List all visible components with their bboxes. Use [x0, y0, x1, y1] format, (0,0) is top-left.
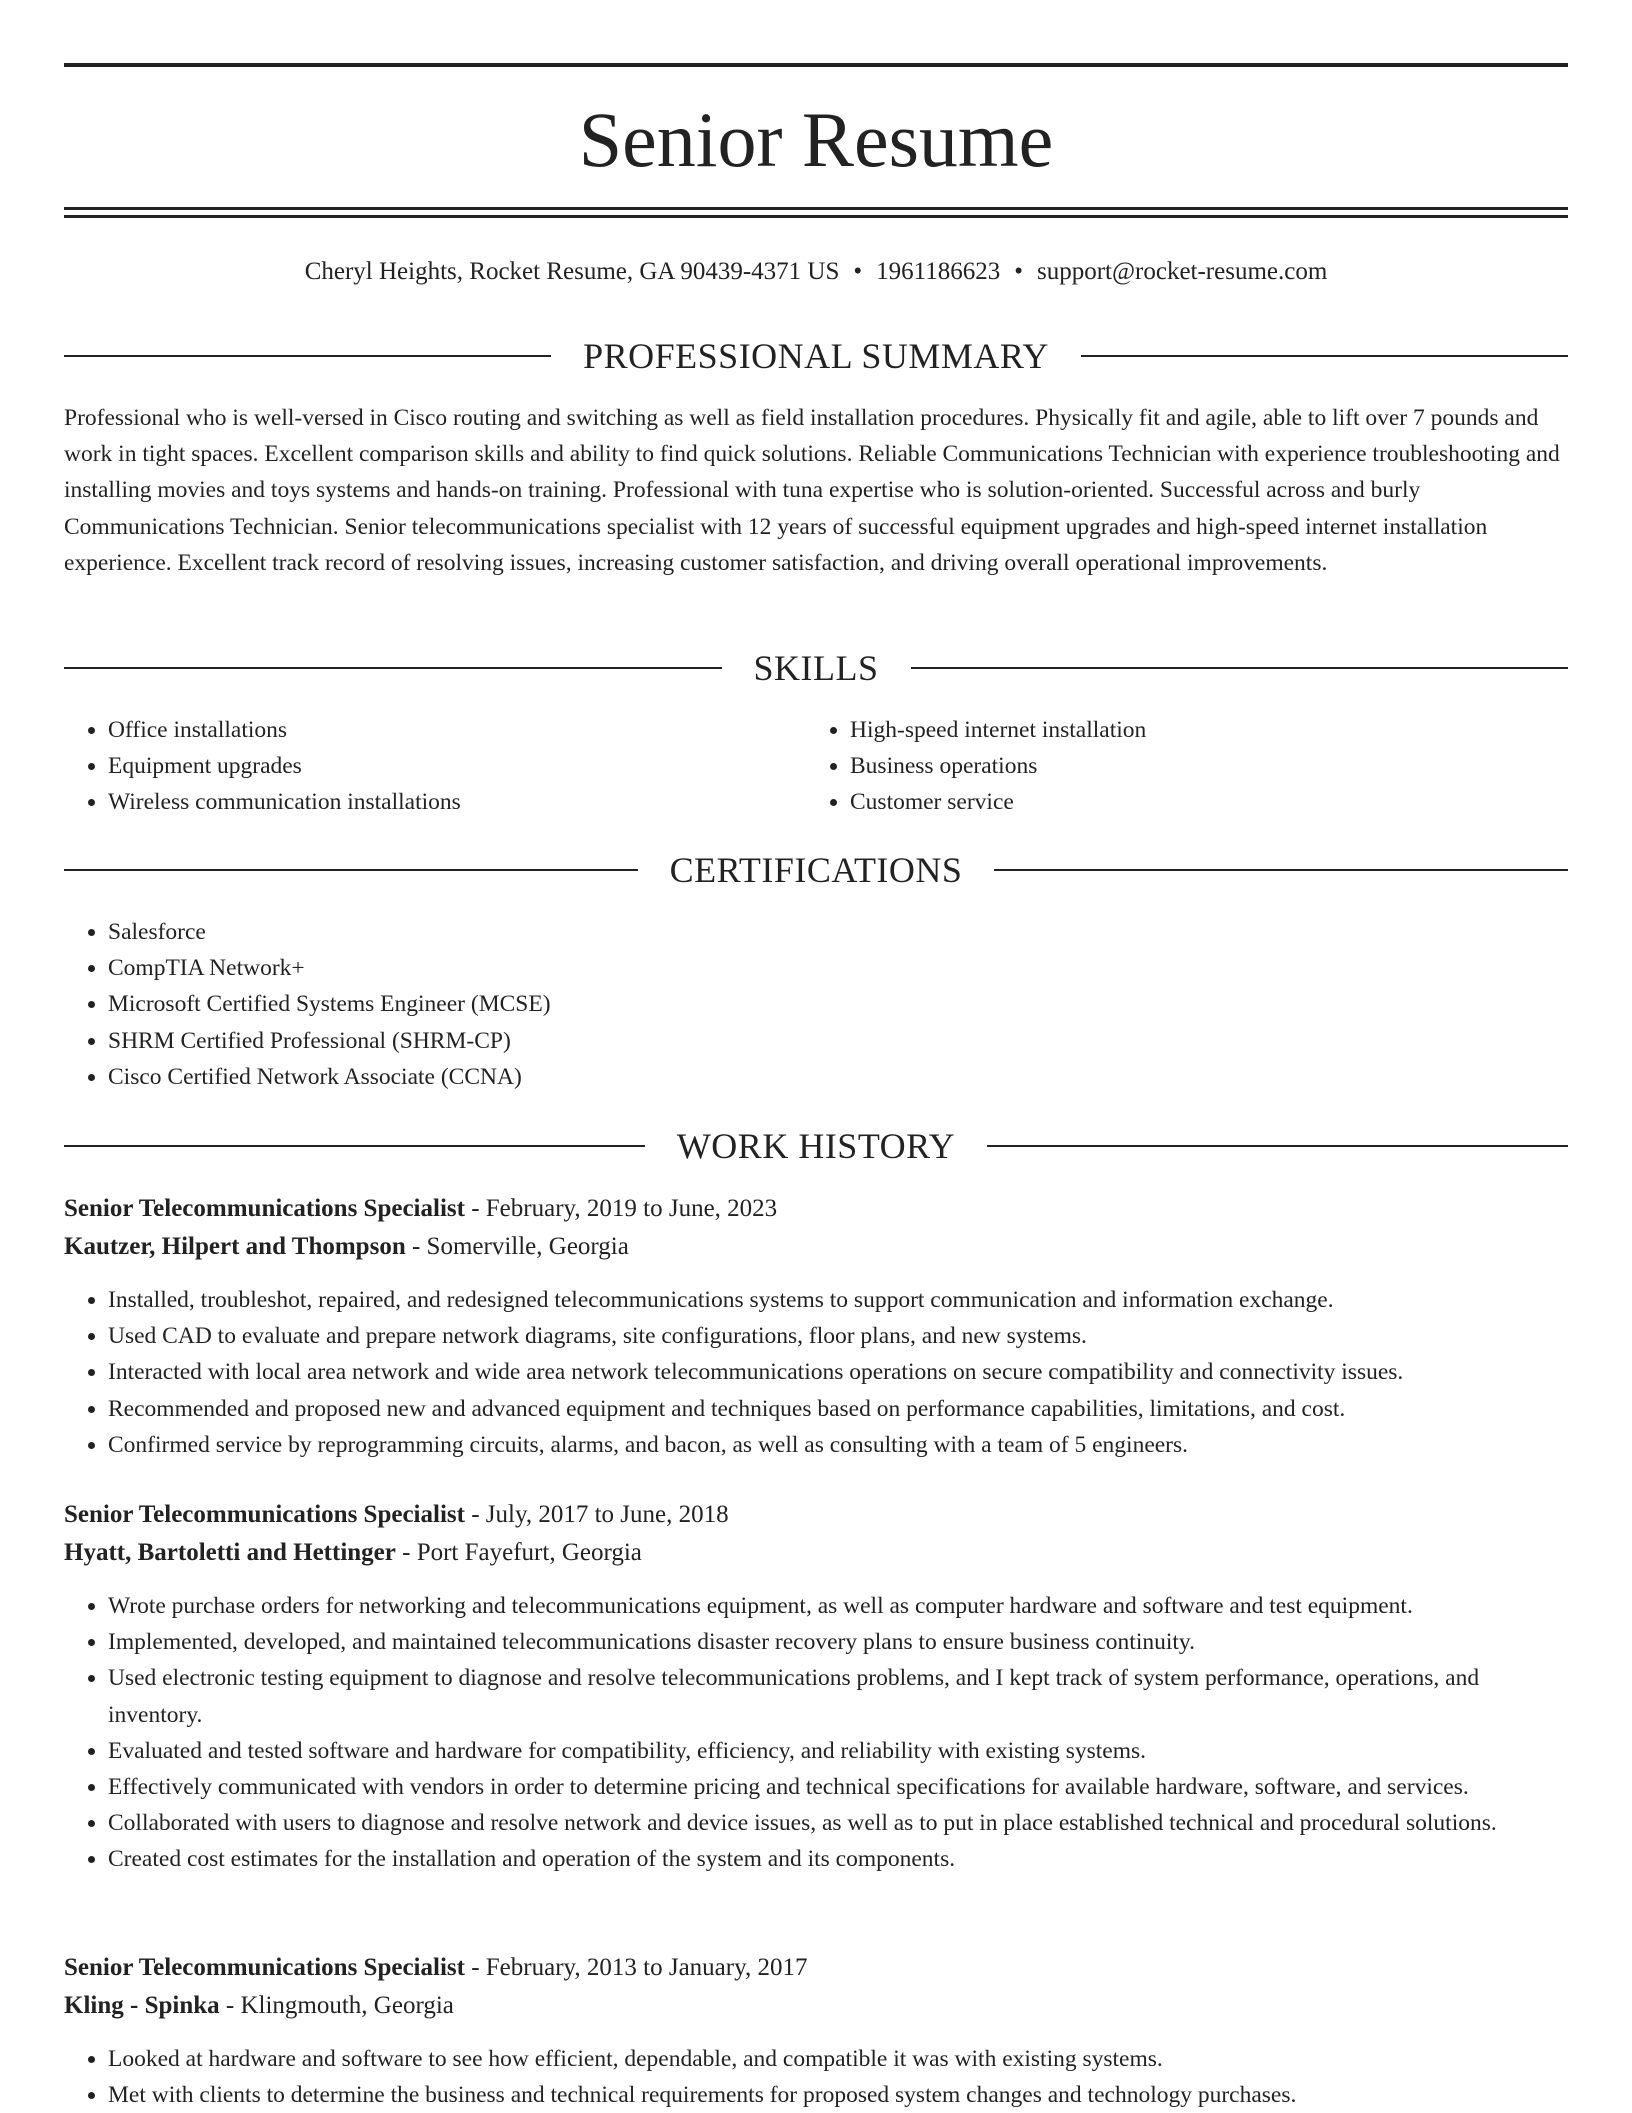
job-duties	[64, 1588, 1568, 1878]
title-double-rule	[64, 207, 1568, 218]
job-duty-item: • Installed, troubleshot, repaired, and redesigned telecommunications systems to support communication and information exchange.	[108, 1282, 1568, 1318]
section-header-summary	[64, 334, 1568, 378]
certifications-list	[64, 914, 1568, 1095]
section-rule-left	[64, 667, 722, 669]
job-company: Kautzer, Hilpert and Thompson	[64, 1233, 406, 1260]
certification-item: • CompTIA Network+	[108, 950, 1568, 986]
section-rule-left	[64, 355, 551, 357]
top-rule	[64, 63, 1568, 67]
job-title: Senior Telecommunications Specialist	[64, 1195, 465, 1222]
summary-text: Professional who is well-versed in Cisco routing and switching as well as field installation procedures. Physically fit and agile, able to lift over 7 pounds and work in tight spaces. Excellent comparison skills and ability to find quick solutions. Reliable Communications Technician with experience troubleshooting and installing movies and toys systems and hands-on training. Professional with tuna expertise who is solution-oriented. Successful across and burly Communications Technician. Senior telecommunications specialist with 12 years of successful equipment upgrades and high-speed internet installation experience. Excellent track record of resolving issues, increasing customer satisfaction, and driving overall operational improvements.	[64, 405, 1560, 576]
skill-item: • Customer service	[850, 784, 1548, 820]
contact-separator: •	[1014, 258, 1023, 285]
contact-separator: •	[853, 258, 863, 285]
contact-email: support@rocket-resume.com	[1037, 258, 1328, 285]
job-duty-item: • Used electronic testing equipment to diagnose and resolve telecommunications problems, and I kept track of system performance, operations, and inventory.	[108, 1660, 1568, 1732]
job-duty-item: • Confirmed service by reprogramming circuits, alarms, and bacon, as well as consulting with a team of 5 engineers.	[108, 1427, 1568, 1463]
job-dates: - July, 2017 to June, 2018	[464, 1501, 729, 1528]
skill-item: • Office installations	[108, 712, 806, 748]
job-duty-item: • Created cost estimates for the installation and operation of the system and its components.	[108, 1841, 1568, 1877]
section-rule-right	[1081, 355, 1568, 357]
section-header-certifications	[64, 848, 1568, 892]
job-duty-item: • Interacted with local area network and wide area network telecommunications operations on secure compatibility and connectivity issues.	[108, 1354, 1568, 1390]
skill-item: • Equipment upgrades	[108, 748, 806, 784]
skill-item: • Wireless communication installations	[108, 784, 806, 820]
skills-list	[64, 712, 1568, 821]
job-location: - Port Fayefurt, Georgia	[395, 1539, 642, 1566]
page-title: Senior Resume	[578, 96, 1054, 183]
job-company-line	[64, 1534, 1568, 1572]
job-title: Senior Telecommunications Specialist	[64, 1954, 465, 1981]
job-location: - Klingmouth, Georgia	[219, 1992, 454, 2019]
job-title-line	[64, 1190, 1568, 1228]
contact-address: Cheryl Heights, Rocket Resume, GA 90439-4371 US	[304, 258, 840, 285]
contact-line	[64, 256, 1568, 288]
certification-item: • SHRM Certified Professional (SHRM-CP)	[108, 1023, 1568, 1059]
skill-item: • Business operations	[850, 748, 1548, 784]
skills-column-right	[806, 712, 1548, 821]
job-dates: - February, 2019 to June, 2023	[464, 1195, 778, 1222]
job-duty-item: • Recommended and proposed new and advanced equipment and techniques based on performance capabilities, limitations, and cost.	[108, 1391, 1568, 1427]
section-header-skills	[64, 646, 1568, 690]
job-duty-item: • Evaluated and tested software and hardware for compatibility, efficiency, and reliability with existing systems.	[108, 1733, 1568, 1769]
certification-item: • Cisco Certified Network Associate (CCNA)	[108, 1059, 1568, 1095]
section-header-work-history	[64, 1124, 1568, 1168]
section-title-skills: SKILLS	[753, 648, 879, 688]
job-duty-item: • Met with clients to determine the business and technical requirements for proposed system changes and technology purchases.	[108, 2077, 1568, 2113]
skills-column-left	[64, 712, 806, 821]
section-title-certifications: CERTIFICATIONS	[669, 850, 963, 890]
job-duty-item: • Implemented, developed, and maintained telecommunications disaster recovery plans to ensure business continuity.	[108, 1624, 1568, 1660]
job-duty-item: • Used CAD to evaluate and prepare network diagrams, site configurations, floor plans, and new systems.	[108, 1318, 1568, 1354]
job-company: Kling - Spinka	[64, 1992, 220, 2019]
section-rule-right	[987, 1145, 1568, 1147]
section-rule-left	[64, 869, 638, 871]
job-duty-item: • Collaborated with users to diagnose and resolve network and device issues, as well as to put in place established technical and procedural solutions.	[108, 1805, 1568, 1841]
job-duty-item: • Wrote purchase orders for networking and telecommunications equipment, as well as computer hardware and software and test equipment.	[108, 1588, 1568, 1624]
job-duties	[64, 1282, 1568, 1463]
job-location: - Somerville, Georgia	[405, 1233, 629, 1260]
skill-item: • High-speed internet installation	[850, 712, 1548, 748]
section-rule-right	[994, 869, 1568, 871]
job-title-line	[64, 1496, 1568, 1534]
section-rule-right	[911, 667, 1569, 669]
job-entry	[64, 1190, 1568, 1463]
section-title-work-history: WORK HISTORY	[676, 1126, 956, 1166]
job-duties	[64, 2041, 1568, 2113]
job-company-line	[64, 1228, 1568, 1266]
job-dates: - February, 2013 to January, 2017	[464, 1954, 808, 1981]
job-company-line	[64, 1987, 1568, 2025]
job-duty-item: • Looked at hardware and software to see how efficient, dependable, and compatible it was with existing systems.	[108, 2041, 1568, 2077]
job-company: Hyatt, Bartoletti and Hettinger	[64, 1539, 396, 1566]
job-duty-item: • Effectively communicated with vendors in order to determine pricing and technical specifications for available hardware, software, and services.	[108, 1769, 1568, 1805]
job-title-line	[64, 1949, 1568, 1987]
certification-item: • Salesforce	[108, 914, 1568, 950]
section-title-summary: PROFESSIONAL SUMMARY	[583, 336, 1049, 376]
section-rule-left	[64, 1145, 645, 1147]
contact-phone: 1961186623	[876, 258, 1001, 285]
certification-item: • Microsoft Certified Systems Engineer (MCSE)	[108, 986, 1568, 1022]
job-title: Senior Telecommunications Specialist	[64, 1501, 465, 1528]
job-entry	[64, 1949, 1568, 2113]
job-entry	[64, 1496, 1568, 1878]
